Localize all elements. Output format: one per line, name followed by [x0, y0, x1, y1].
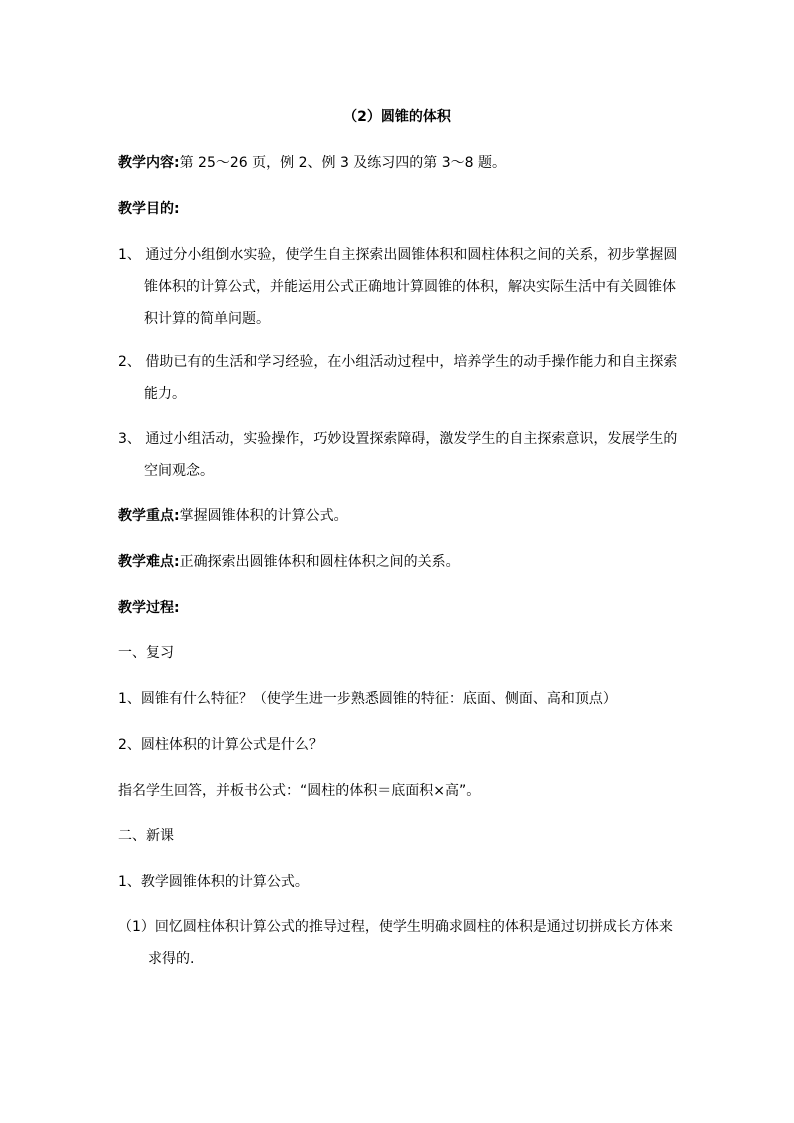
new-lesson-sub-1-line1: （1）回忆圆柱体积计算公式的推导过程，使学生明确求圆柱的体积是通过切拼成长方体来	[118, 919, 673, 935]
objective-1-line3: 积计算的简单问题。	[144, 311, 270, 327]
teaching-content-line	[118, 153, 506, 173]
review-heading: 一、复习	[118, 645, 174, 661]
objective-2-line2: 能力。	[144, 386, 186, 402]
objective-2-line1: 2、 借助已有的生活和学习经验，在小组活动过程中，培养学生的动手操作能力和自主探索	[118, 354, 678, 370]
process-label: 教学过程:	[118, 600, 180, 616]
key-point-line	[118, 506, 348, 526]
teaching-content-label: 教学内容:	[118, 155, 180, 171]
difficulty-text: 正确探索出圆锥体积和圆柱体积之间的关系。	[179, 554, 460, 570]
teaching-content-text: 第 25～26 页，例 2、例 3 及练习四的第 3～8 题。	[179, 155, 507, 171]
review-note: 指名学生回答，并板书公式：“圆柱的体积＝底面积×高”。	[118, 783, 481, 799]
objective-1-line1: 1、 通过分小组倒水实验，使学生自主探索出圆锥体积和圆柱体积之间的关系，初步掌握圆	[118, 247, 678, 263]
objectives-label: 教学目的:	[118, 201, 180, 217]
objective-3-line2: 空间观念。	[144, 463, 214, 479]
difficulty-label: 教学难点:	[118, 554, 180, 570]
difficulty-line	[118, 552, 460, 572]
new-lesson-heading: 二、新课	[118, 828, 174, 844]
objective-1-line2: 锥体积的计算公式，并能运用公式正确地计算圆锥的体积，解决实际生活中有关圆锥体	[144, 279, 676, 295]
objective-3-line1: 3、 通过小组活动，实验操作，巧妙设置探索障碍，激发学生的自主探索意识，发展学生的	[118, 431, 678, 447]
new-lesson-item-1: 1、教学圆锥体积的计算公式。	[118, 874, 309, 890]
key-point-label: 教学重点:	[118, 508, 180, 524]
page-title: （2）圆锥的体积	[343, 109, 451, 125]
review-question-2: 2、圆柱体积的计算公式是什么？	[118, 737, 323, 753]
key-point-text: 掌握圆锥体积的计算公式。	[179, 508, 348, 524]
review-question-1: 1、圆锥有什么特征？（使学生进一步熟悉圆锥的特征：底面、侧面、高和顶点）	[118, 691, 617, 707]
new-lesson-sub-1-line2: 求得的.	[148, 951, 195, 967]
